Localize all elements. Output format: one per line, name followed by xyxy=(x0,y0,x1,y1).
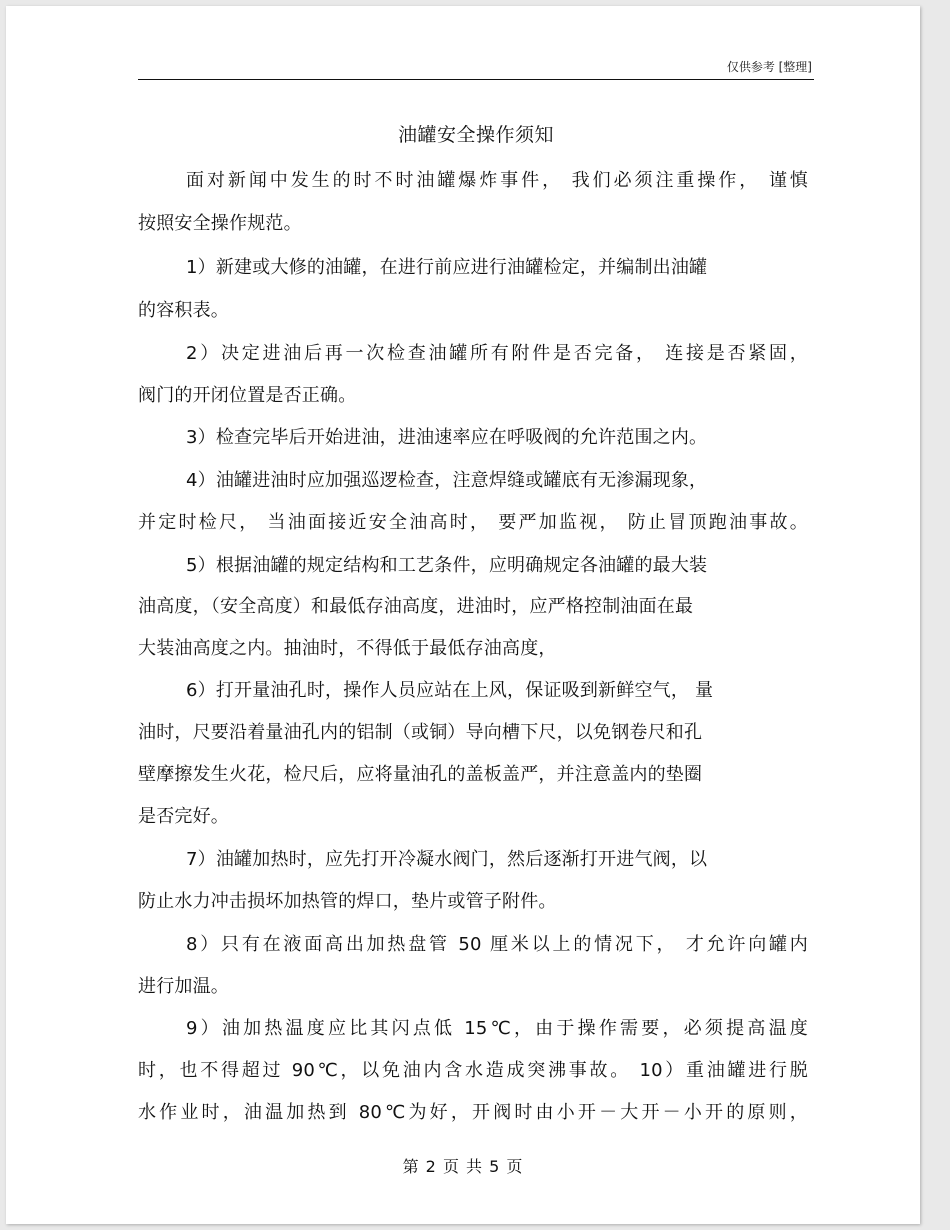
body-line: 5）根据油罐的规定结构和工艺条件，应明确规定各油罐的最大装 xyxy=(186,555,708,576)
body-line: 油时，尺要沿着量油孔内的铝制（或铜）导向槽下尺，以免钢卷尺和孔 xyxy=(138,722,703,743)
body-line: 是否完好。 xyxy=(138,806,229,827)
header-divider xyxy=(138,79,814,80)
document-page xyxy=(6,6,920,1224)
body-line: 进行加温。 xyxy=(138,976,229,997)
body-line: 2）决定进油后再一次检查油罐所有附件是否完备， 连接是否紧固， xyxy=(186,343,808,364)
body-line: 8）只有在液面高出加热盘管 50 厘米以上的情况下， 才允许向罐内 xyxy=(186,934,808,955)
body-line: 7）油罐加热时，应先打开冷凝水阀门，然后逐渐打开进气阀，以 xyxy=(186,849,708,870)
body-line: 油高度，（安全高度）和最低存油高度，进油时，应严格控制油面在最 xyxy=(138,596,694,617)
body-line: 防止水力冲击损坏加热管的焊口，垫片或管子附件。 xyxy=(138,891,557,912)
document-title: 油罐安全操作须知 xyxy=(397,124,554,146)
body-line: 阀门的开闭位置是否正确。 xyxy=(138,385,357,406)
body-line: 6）打开量油孔时，操作人员应站在上风，保证吸到新鲜空气， 量 xyxy=(186,680,714,701)
body-line: 水作业时，油温加热到 80℃为好，开阀时由小开－大开－小开的原则， xyxy=(138,1102,808,1123)
body-line: 4）油罐进油时应加强巡逻检查，注意焊缝或罐底有无渗漏现象， xyxy=(186,470,708,491)
page-number: 第 2 页 共 5 页 xyxy=(402,1157,524,1176)
body-line: 3）检查完毕后开始进油，进油速率应在呼吸阀的允许范围之内。 xyxy=(186,427,708,448)
body-line: 并定时检尺， 当油面接近安全油高时， 要严加监视， 防止冒顶跑油事故。 xyxy=(138,512,808,533)
body-line: 按照安全操作规范。 xyxy=(138,213,302,234)
body-line: 壁摩擦发生火花，检尺后，应将量油孔的盖板盖严，并注意盖内的垫圈 xyxy=(138,764,703,785)
header-note: 仅供参考 [整理] xyxy=(726,60,812,74)
body-line: 面对新闻中发生的时不时油罐爆炸事件， 我们必须注重操作， 谨慎 xyxy=(186,170,808,191)
body-line: 时，也不得超过 90℃，以免油内含水造成突沸事故。 10）重油罐进行脱 xyxy=(138,1060,808,1081)
body-line: 的容积表。 xyxy=(138,300,229,321)
body-line: 1）新建或大修的油罐，在进行前应进行油罐检定，并编制出油罐 xyxy=(186,257,708,278)
body-line: 大装油高度之内。抽油时，不得低于最低存油高度， xyxy=(138,638,557,659)
body-line: 9）油加热温度应比其闪点低 15℃，由于操作需要，必须提高温度 xyxy=(186,1018,808,1039)
